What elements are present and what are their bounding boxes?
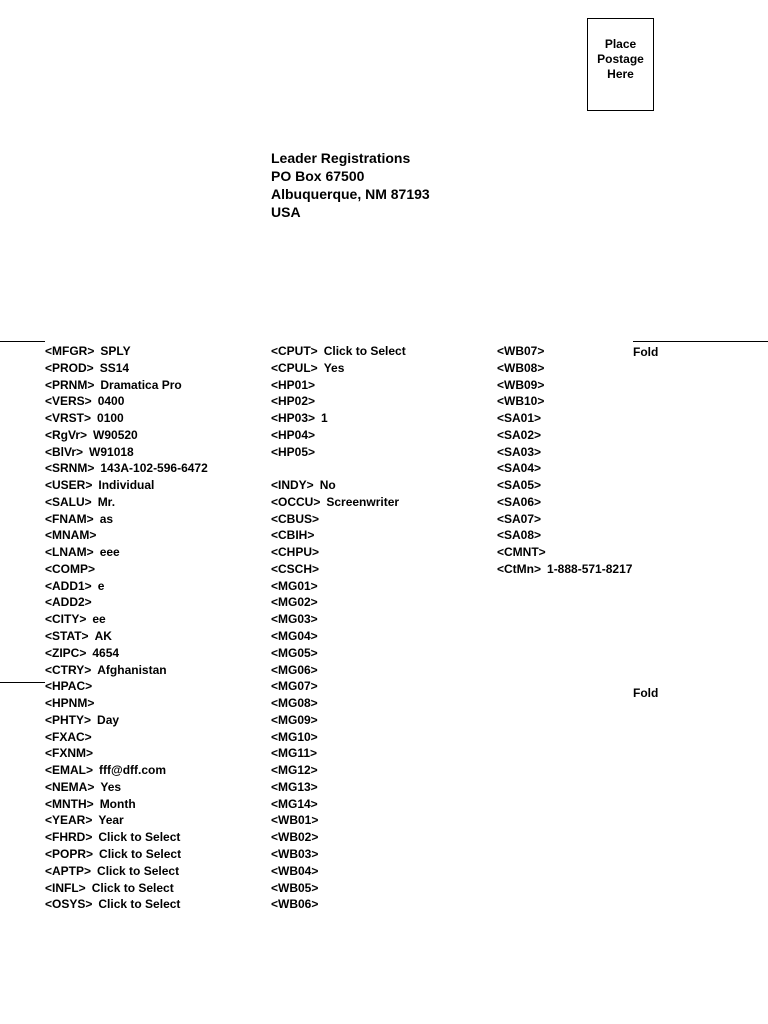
field-tag: <MG10> bbox=[271, 729, 318, 744]
field-value: Click to Select bbox=[97, 863, 180, 878]
field-row bbox=[45, 729, 208, 746]
field-row bbox=[497, 343, 632, 360]
fold-line-top-left bbox=[0, 341, 45, 342]
field-row bbox=[45, 762, 208, 779]
field-row bbox=[45, 880, 208, 897]
field-row bbox=[45, 745, 208, 762]
field-row bbox=[497, 410, 632, 427]
field-tag: <OCCU> bbox=[271, 494, 321, 509]
field-row bbox=[271, 846, 406, 863]
field-row bbox=[271, 511, 406, 528]
field-value: 0100 bbox=[97, 411, 124, 426]
field-row bbox=[45, 410, 208, 427]
field-tag: <CPUL> bbox=[271, 360, 318, 375]
field-tag: <ADD2> bbox=[45, 595, 92, 610]
field-row bbox=[45, 343, 208, 360]
field-tag: <HP04> bbox=[271, 427, 316, 442]
field-row bbox=[271, 745, 406, 762]
field-tag: <SALU> bbox=[45, 494, 92, 509]
field-tag: <MG06> bbox=[271, 662, 318, 677]
field-value: W90520 bbox=[93, 427, 138, 442]
field-tag: <APTP> bbox=[45, 863, 92, 878]
field-row bbox=[271, 460, 406, 477]
field-row bbox=[45, 477, 208, 494]
field-tag: <VRST> bbox=[45, 411, 92, 426]
field-value: Click to Select bbox=[91, 880, 174, 895]
field-row bbox=[497, 544, 632, 561]
field-row bbox=[45, 863, 208, 880]
field-tag: <HP05> bbox=[271, 444, 316, 459]
field-tag: <HPAC> bbox=[45, 679, 93, 694]
field-tag: <WB09> bbox=[497, 377, 545, 392]
field-row bbox=[45, 594, 208, 611]
field-value: e bbox=[97, 578, 105, 593]
address-line-4: USA bbox=[271, 204, 301, 220]
postage-box bbox=[587, 18, 654, 111]
field-row bbox=[497, 360, 632, 377]
field-tag: <PRNM> bbox=[45, 377, 95, 392]
field-row bbox=[45, 494, 208, 511]
field-row bbox=[271, 645, 406, 662]
field-value: Yes bbox=[100, 779, 122, 794]
field-row bbox=[271, 896, 406, 913]
field-value: Screenwriter bbox=[326, 494, 400, 509]
field-tag: <CtMn> bbox=[497, 561, 542, 576]
field-value: Click to Select bbox=[98, 830, 181, 845]
field-tag: <PHTY> bbox=[45, 712, 92, 727]
field-tag: <USER> bbox=[45, 478, 93, 493]
field-tag: <CBUS> bbox=[271, 511, 320, 526]
field-value: Year bbox=[98, 813, 124, 828]
field-row bbox=[271, 527, 406, 544]
field-row bbox=[45, 662, 208, 679]
field-value: Day bbox=[97, 712, 120, 727]
field-value: 1-888-571-8217 bbox=[547, 561, 633, 576]
field-row bbox=[271, 812, 406, 829]
field-row bbox=[45, 544, 208, 561]
field-row bbox=[271, 695, 406, 712]
field-row bbox=[45, 393, 208, 410]
field-tag: <SRNM> bbox=[45, 461, 95, 476]
field-tag: <NEMA> bbox=[45, 779, 95, 794]
field-value: Dramatica Pro bbox=[100, 377, 182, 392]
field-row bbox=[45, 812, 208, 829]
field-tag: <MG14> bbox=[271, 796, 318, 811]
field-tag: <WB07> bbox=[497, 344, 545, 358]
field-tag: <SA05> bbox=[497, 478, 542, 493]
field-row bbox=[45, 829, 208, 846]
field-row bbox=[271, 544, 406, 561]
field-row bbox=[45, 678, 208, 695]
fields-column-1 bbox=[45, 343, 208, 913]
field-row bbox=[45, 460, 208, 477]
field-value: 143A-102-596-6472 bbox=[100, 461, 208, 476]
field-row bbox=[271, 494, 406, 511]
field-tag: <OSYS> bbox=[45, 897, 93, 912]
field-row bbox=[271, 796, 406, 813]
field-row bbox=[45, 896, 208, 913]
field-tag: <SA04> bbox=[497, 461, 542, 476]
field-value: Mr. bbox=[97, 494, 116, 509]
field-tag: <VERS> bbox=[45, 394, 92, 409]
field-value: Click to Select bbox=[99, 846, 182, 861]
field-tag: <RgVr> bbox=[45, 427, 88, 442]
field-tag: <MG12> bbox=[271, 763, 318, 778]
field-row bbox=[45, 511, 208, 528]
field-row bbox=[271, 360, 406, 377]
field-row bbox=[45, 628, 208, 645]
field-tag: <FXAC> bbox=[45, 729, 92, 744]
field-tag: <WB08> bbox=[497, 360, 545, 375]
field-row bbox=[45, 695, 208, 712]
field-tag: <WB02> bbox=[271, 830, 319, 845]
field-row bbox=[497, 427, 632, 444]
field-row bbox=[45, 779, 208, 796]
field-tag: <MNTH> bbox=[45, 796, 94, 811]
field-tag: <WB01> bbox=[271, 813, 319, 828]
field-tag: <COMP> bbox=[45, 561, 96, 576]
field-row bbox=[45, 377, 208, 394]
field-tag: <CMNT> bbox=[497, 545, 546, 560]
field-row bbox=[497, 444, 632, 461]
field-tag: <WB05> bbox=[271, 880, 319, 895]
field-row bbox=[45, 527, 208, 544]
field-row bbox=[45, 360, 208, 377]
field-row bbox=[271, 628, 406, 645]
field-row bbox=[45, 427, 208, 444]
fold-line-top-right bbox=[633, 341, 768, 342]
field-row bbox=[45, 611, 208, 628]
field-tag: <FHRD> bbox=[45, 830, 93, 845]
field-tag: <CTRY> bbox=[45, 662, 92, 677]
fold-line-bottom-left bbox=[0, 682, 45, 683]
field-value: fff@dff.com bbox=[99, 763, 167, 778]
field-tag: <MG04> bbox=[271, 629, 318, 644]
fields-column-2 bbox=[271, 343, 406, 913]
field-value: SS14 bbox=[99, 360, 130, 375]
field-row bbox=[271, 410, 406, 427]
field-tag: <SA03> bbox=[497, 444, 542, 459]
field-value: Afghanistan bbox=[97, 662, 167, 677]
address-line-2: PO Box 67500 bbox=[271, 168, 365, 184]
field-tag: <SA06> bbox=[497, 494, 542, 509]
field-tag: <MG03> bbox=[271, 612, 318, 627]
field-value: AK bbox=[94, 629, 112, 644]
field-row bbox=[497, 494, 632, 511]
address-line-3: Albuquerque, NM 87193 bbox=[271, 186, 430, 202]
field-tag: <POPR> bbox=[45, 846, 94, 861]
field-tag: <MG02> bbox=[271, 595, 318, 610]
field-row bbox=[497, 527, 632, 544]
field-tag: <STAT> bbox=[45, 629, 89, 644]
field-tag: <WB06> bbox=[271, 897, 319, 912]
field-tag: <FNAM> bbox=[45, 511, 94, 526]
postage-text: Place Postage Here bbox=[597, 37, 644, 81]
field-row bbox=[271, 561, 406, 578]
field-tag: <SA07> bbox=[497, 511, 542, 526]
field-tag: <MFGR> bbox=[45, 344, 95, 358]
field-row bbox=[497, 460, 632, 477]
field-tag: <MNAM> bbox=[45, 528, 97, 543]
field-tag: <MG11> bbox=[271, 746, 318, 761]
field-value: Click to Select bbox=[323, 344, 406, 358]
field-value: Individual bbox=[98, 478, 155, 493]
field-tag: <MG13> bbox=[271, 779, 318, 794]
field-row bbox=[45, 444, 208, 461]
field-row bbox=[271, 880, 406, 897]
fold-label-top: Fold bbox=[633, 345, 659, 359]
field-tag: <BlVr> bbox=[45, 444, 84, 459]
field-tag: <WB03> bbox=[271, 846, 319, 861]
field-row bbox=[45, 712, 208, 729]
field-value: W91018 bbox=[89, 444, 134, 459]
fields-column-3 bbox=[497, 343, 632, 578]
field-value: eee bbox=[99, 545, 120, 560]
field-tag: <MG05> bbox=[271, 645, 318, 660]
field-tag: <HP01> bbox=[271, 377, 316, 392]
field-tag: <CPUT> bbox=[271, 344, 318, 358]
field-tag: <SA01> bbox=[497, 411, 542, 426]
field-tag: <CBIH> bbox=[271, 528, 315, 543]
field-tag: <INDY> bbox=[271, 478, 314, 493]
field-tag: <SA08> bbox=[497, 528, 542, 543]
field-row bbox=[497, 511, 632, 528]
field-tag: <HP03> bbox=[271, 411, 316, 426]
field-tag: <YEAR> bbox=[45, 813, 93, 828]
field-row bbox=[271, 729, 406, 746]
field-row bbox=[497, 561, 632, 578]
field-value: SPLY bbox=[100, 344, 131, 358]
field-value: 0400 bbox=[97, 394, 125, 409]
field-tag: <EMAL> bbox=[45, 763, 94, 778]
field-value: as bbox=[99, 511, 114, 526]
field-value: 1 bbox=[321, 411, 328, 426]
mailing-address bbox=[271, 149, 430, 221]
field-tag: <SA02> bbox=[497, 427, 542, 442]
field-tag: <HPNM> bbox=[45, 696, 95, 711]
field-row bbox=[271, 662, 406, 679]
field-row bbox=[271, 829, 406, 846]
field-value: Click to Select bbox=[98, 897, 181, 912]
field-value: 4654 bbox=[92, 645, 120, 660]
field-row bbox=[271, 594, 406, 611]
field-row bbox=[45, 846, 208, 863]
field-value: Month bbox=[99, 796, 136, 811]
field-row bbox=[271, 678, 406, 695]
field-row bbox=[45, 645, 208, 662]
field-tag: <CHPU> bbox=[271, 545, 320, 560]
field-tag: <CITY> bbox=[45, 612, 87, 627]
field-tag: <WB10> bbox=[497, 394, 545, 409]
field-row bbox=[271, 762, 406, 779]
field-row bbox=[45, 796, 208, 813]
field-row bbox=[271, 779, 406, 796]
field-row bbox=[271, 863, 406, 880]
field-tag: <PROD> bbox=[45, 360, 94, 375]
field-tag: <CSCH> bbox=[271, 561, 320, 576]
field-row bbox=[45, 578, 208, 595]
field-tag: <WB04> bbox=[271, 863, 319, 878]
field-tag: <MG01> bbox=[271, 578, 318, 593]
field-row bbox=[271, 712, 406, 729]
field-row bbox=[497, 393, 632, 410]
field-row bbox=[271, 444, 406, 461]
field-tag: <ZIPC> bbox=[45, 645, 87, 660]
field-tag: <INFL> bbox=[45, 880, 86, 895]
field-row bbox=[45, 561, 208, 578]
field-tag: <ADD1> bbox=[45, 578, 92, 593]
field-tag: <MG09> bbox=[271, 712, 318, 727]
field-row bbox=[271, 611, 406, 628]
field-row bbox=[271, 578, 406, 595]
field-row bbox=[271, 477, 406, 494]
field-tag: <MG07> bbox=[271, 679, 318, 694]
field-row bbox=[271, 427, 406, 444]
field-row bbox=[271, 343, 406, 360]
field-row bbox=[271, 393, 406, 410]
field-value: No bbox=[319, 478, 336, 493]
fold-label-bottom: Fold bbox=[633, 686, 659, 700]
field-tag: <FXNM> bbox=[45, 746, 94, 761]
field-row bbox=[271, 377, 406, 394]
field-tag: <LNAM> bbox=[45, 545, 94, 560]
field-row bbox=[497, 377, 632, 394]
field-tag: <MG08> bbox=[271, 696, 318, 711]
address-line-1: Leader Registrations bbox=[271, 150, 411, 166]
field-row bbox=[497, 477, 632, 494]
field-value: Yes bbox=[323, 360, 345, 375]
field-tag: <HP02> bbox=[271, 394, 316, 409]
field-value: ee bbox=[92, 612, 106, 627]
